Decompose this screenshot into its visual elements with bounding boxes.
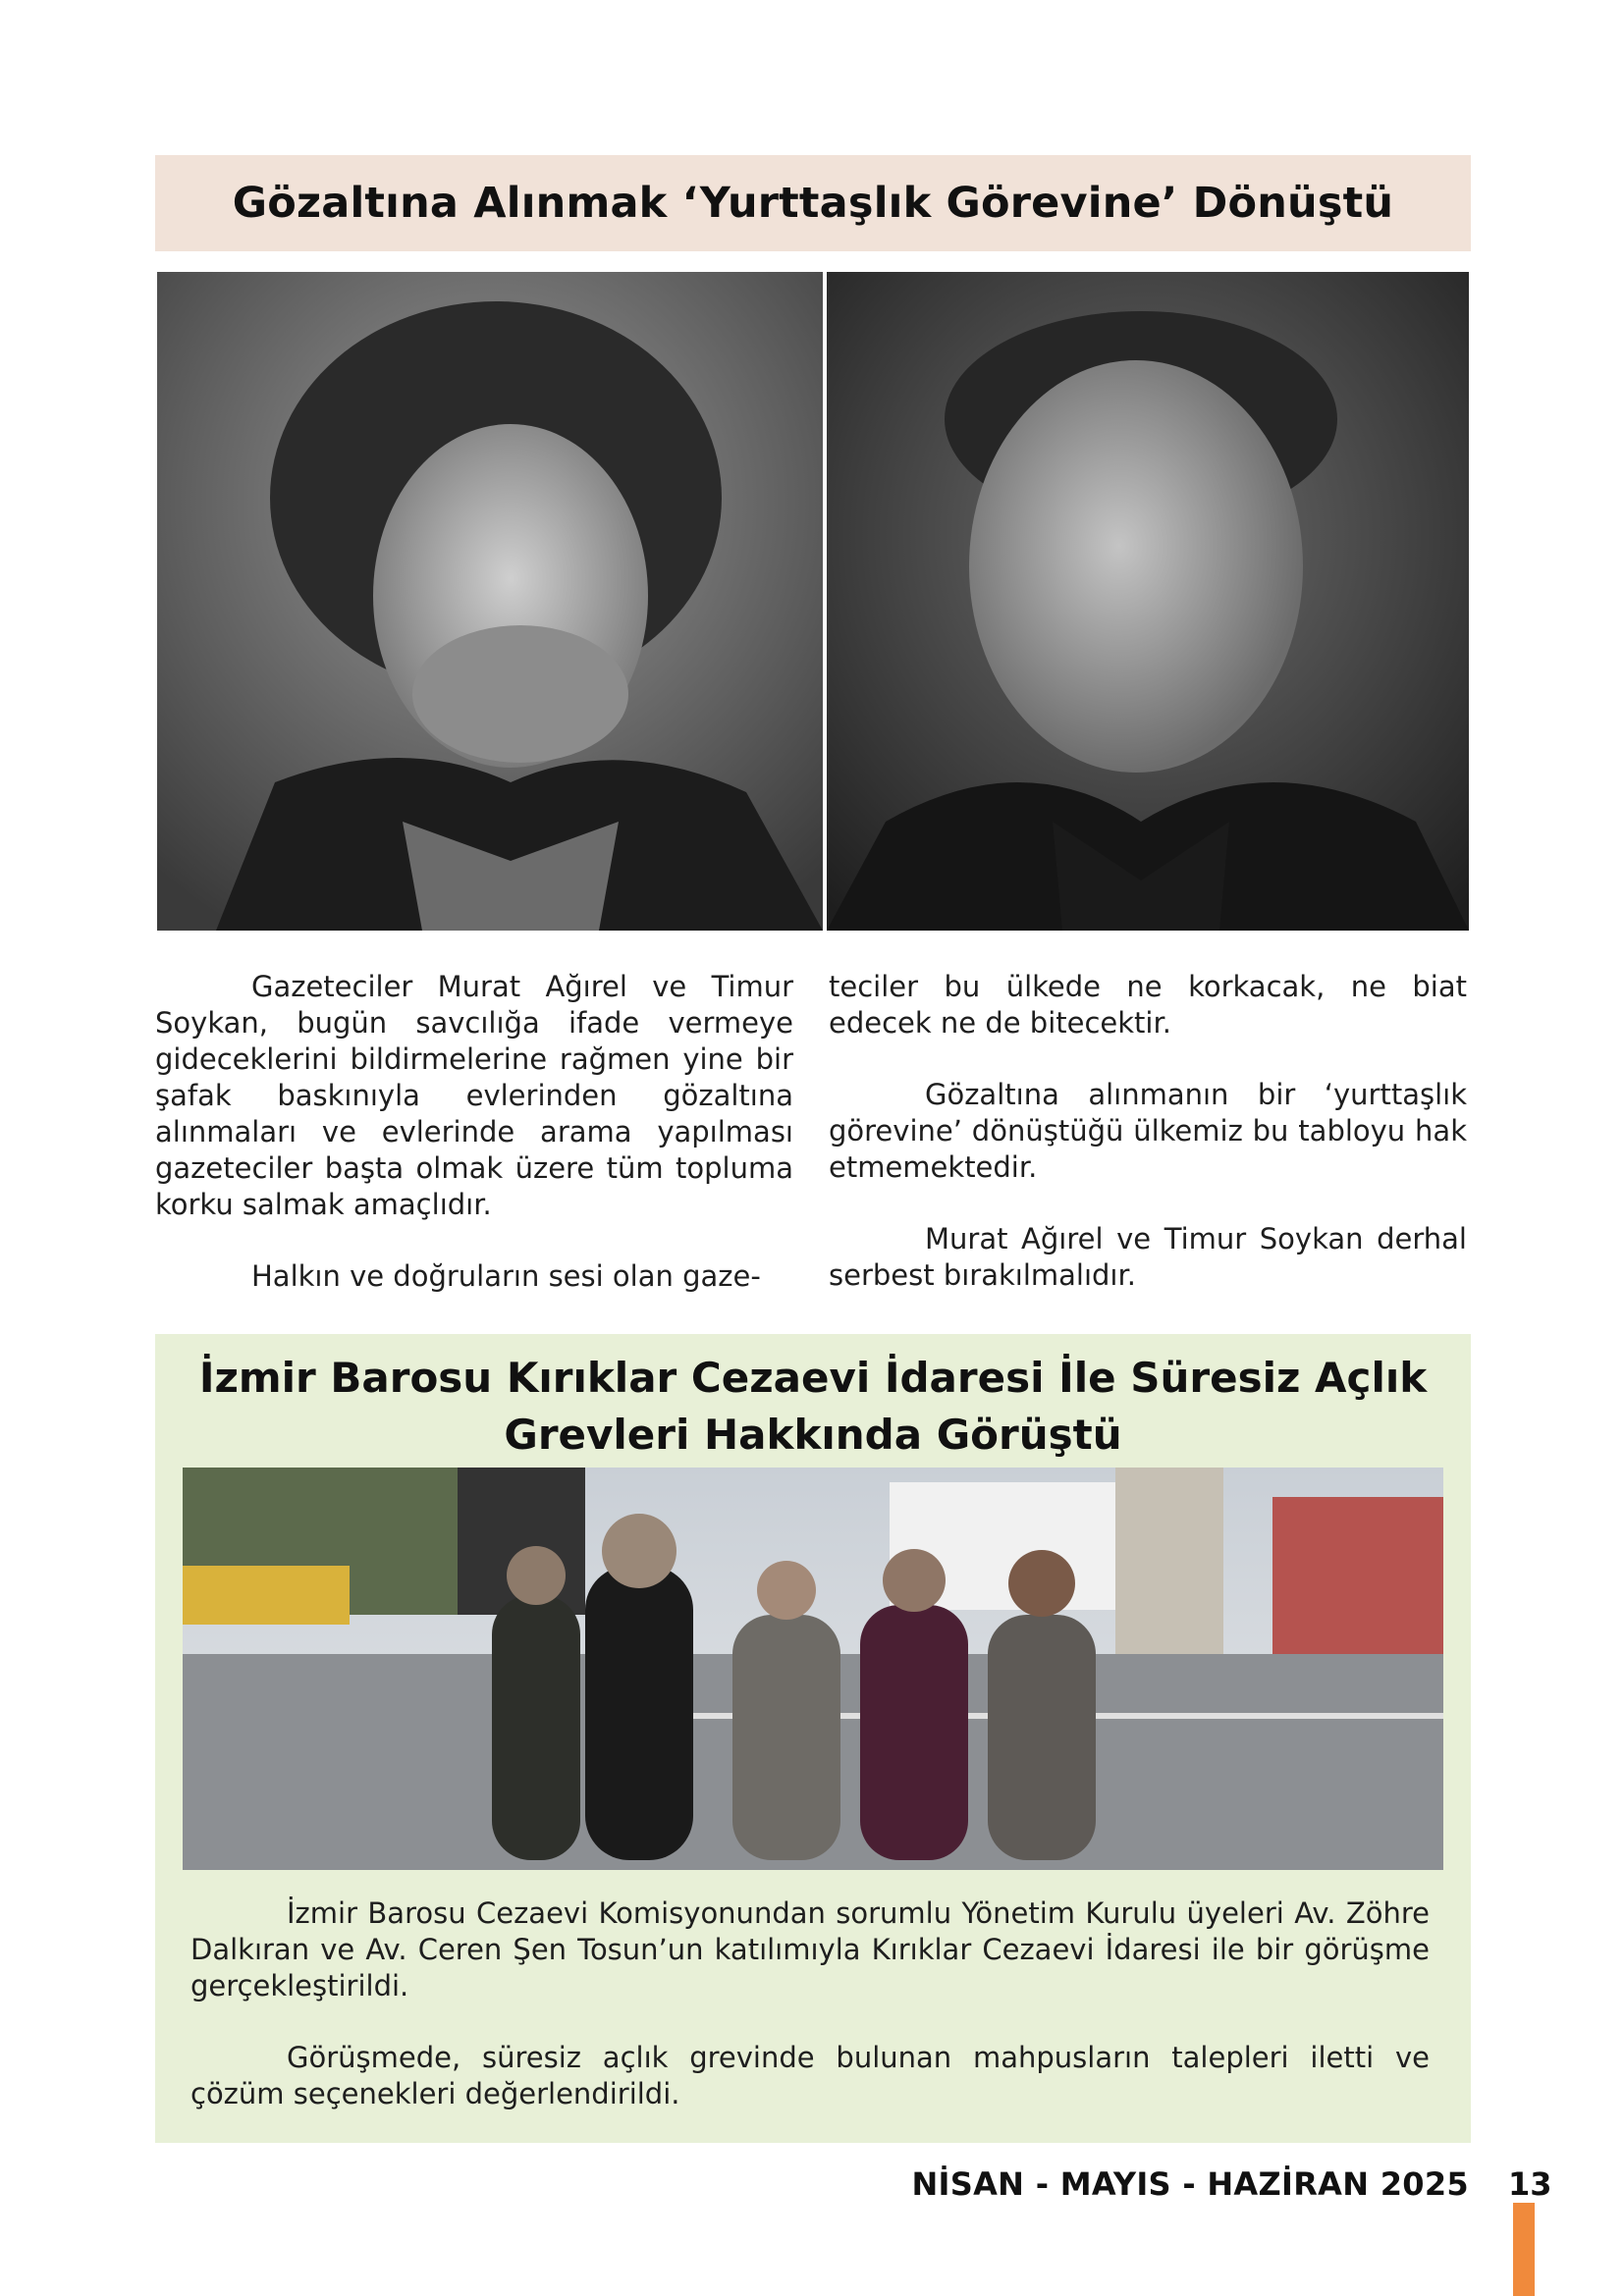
paragraph: İzmir Barosu Cezaevi Komisyonundan sorumlu Yönetim Kurulu üyeleri Av. Zöhre Dalkıran ve Av. Ceren Şen Tosun’un katılımıyla Kırıklar Cezaevi İdaresi ile bir görüşme gerçekleştirildi. <box>190 1896 1430 2002</box>
paragraph: Gazeteciler Murat Ağırel ve Timur Soykan, bugün savcılığa ifade vermeye gideceklerini bildirmelerine rağmen yine bir şafak baskınıyla evlerinden gözaltına alınmaları ve evlerinde arama yapılması gazeteciler başta olmak üzere tüm topluma korku salmak amaçlıdır. <box>155 970 793 1221</box>
news-box-title <box>155 1350 1471 1464</box>
title-line: Grevleri Hakkında Görüştü <box>504 1411 1122 1459</box>
portrait-photo-left <box>157 272 823 931</box>
article-title-bar <box>155 155 1471 251</box>
news-box-text <box>190 1896 1430 2148</box>
paragraph: Murat Ağırel ve Timur Soykan derhal serbest bırakılmalıdır. <box>829 1222 1467 1292</box>
article-column-left <box>155 969 793 1330</box>
portrait-photo-right <box>827 272 1469 931</box>
group-photo <box>183 1468 1443 1870</box>
paragraph: teciler bu ülkede ne korkacak, ne biat edecek ne de bitecektir. <box>829 970 1467 1040</box>
article-column-right <box>829 969 1467 1329</box>
article-title: Gözaltına Alınmak ‘Yurttaşlık Görevine’ Dönüştü <box>232 179 1394 228</box>
paragraph: Gözaltına alınmanın bir ‘yurttaşlık görevine’ dönüştüğü ülkemiz bu tabloyu hak etmemektedir. <box>829 1078 1467 1184</box>
page-accent-bar <box>1513 2203 1535 2296</box>
title-line: İzmir Barosu Kırıklar Cezaevi İdaresi İle Süresiz Açlık <box>198 1354 1428 1402</box>
paragraph: Halkın ve doğruların sesi olan gaze- <box>251 1259 761 1293</box>
paragraph: Görüşmede, süresiz açlık grevinde bulunan mahpusların talepleri iletti ve çözüm seçenekleri değerlendirildi. <box>190 2041 1430 2110</box>
issue-date: NİSAN - MAYIS - HAZİRAN 2025 <box>911 2165 1469 2203</box>
page-number: 13 <box>1508 2165 1552 2203</box>
